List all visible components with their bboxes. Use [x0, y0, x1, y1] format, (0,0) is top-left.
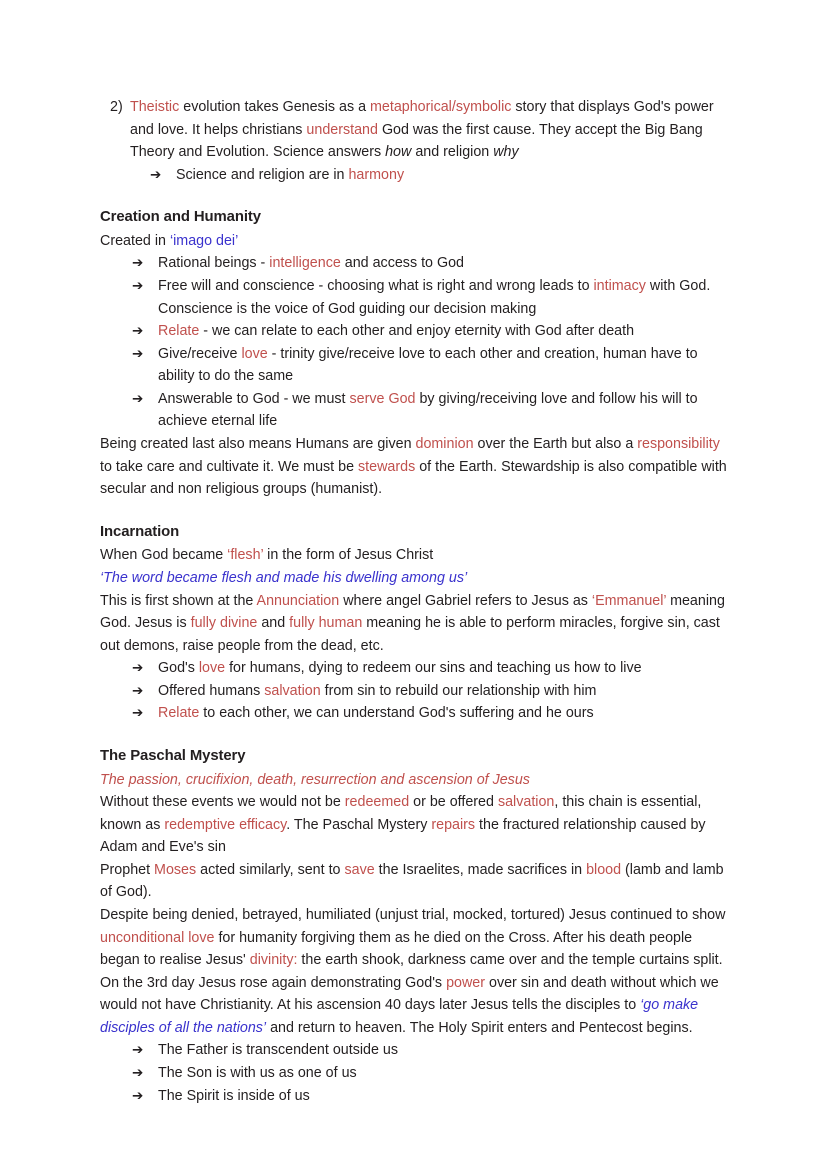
text-segment: serve God — [349, 390, 416, 407]
text-segment: with God. Conscience is the voice of God guiding our decision making — [158, 278, 711, 317]
text-segment: This is first shown at the — [100, 592, 257, 609]
text-segment: to each other, we can understand God's suffering and he ours — [199, 705, 594, 722]
arrow-right-icon: ➔ — [132, 1042, 144, 1058]
para-when-god-became-flesh — [100, 544, 728, 567]
bullet-relate-to-each-other — [100, 702, 728, 725]
text-segment: by giving/receiving love and follow his will to achieve eternal life — [158, 390, 698, 430]
arrow-right-icon: ➔ — [132, 390, 144, 406]
bullet-the-son — [100, 1062, 728, 1085]
text-segment: of the Earth. Stewardship is also compatible with secular and non religious groups (humanist). — [100, 458, 727, 498]
arrow-right-icon: ➔ — [132, 323, 144, 339]
bullet-relate — [100, 320, 728, 343]
text-segment: for humanity forgiving them as he died on the Cross. After his death people began to realise Jesus' — [100, 929, 693, 969]
text-segment: and religion — [411, 144, 494, 161]
spacer-before-incarnation-heading — [100, 501, 728, 521]
bullet-give-receive-love — [100, 343, 728, 388]
bullet-text — [158, 702, 728, 725]
text-segment: power — [446, 974, 486, 991]
text-segment: redeemed — [344, 794, 410, 811]
text-segment: stewards — [358, 458, 416, 475]
text-segment: harmony — [348, 166, 405, 183]
list-item-text — [130, 96, 728, 164]
text-segment: . The Paschal Mystery — [286, 816, 432, 833]
text-segment: Offered humans — [158, 682, 265, 699]
para-created-in-imago-dei — [100, 230, 728, 253]
bullet-text — [158, 320, 728, 343]
bullet-free-will-and-conscience — [100, 275, 728, 320]
text-segment: understand — [306, 121, 378, 138]
text-segment: fully divine — [190, 615, 258, 632]
arrow-right-icon: ➔ — [132, 255, 144, 271]
text-segment: over the Earth but also a — [473, 436, 638, 453]
text-segment: Created in — [100, 232, 170, 249]
text-segment: the earth shook, darkness came over and the temple curtains split. On the 3rd day Jesus rose again demonstrating God's — [100, 952, 723, 991]
numbered-item-2 — [100, 96, 728, 164]
bullet-gods-love — [100, 657, 728, 680]
text-segment: - trinity give/receive love to each other and creation, human have to ability to do the same — [158, 345, 698, 385]
text-segment: God was the first cause. They accept the Big Bang Theory and Evolution. Science answers — [130, 121, 703, 161]
text-segment: Without these events we would not be — [100, 794, 345, 811]
text-segment: responsibility — [637, 436, 720, 453]
text-segment: Creation and Humanity — [100, 209, 261, 226]
heading-the-paschal-mystery — [100, 745, 728, 769]
para-quote-word-became-flesh — [100, 567, 728, 590]
bullet-text — [158, 388, 728, 433]
text-segment: love — [198, 660, 226, 677]
text-segment: dominion — [415, 436, 474, 453]
bullet-the-spirit — [100, 1085, 728, 1108]
text-segment: how — [385, 144, 412, 161]
text-segment: God's — [158, 660, 199, 677]
text-segment: The Spirit is inside of us — [158, 1087, 310, 1104]
text-segment: meaning he is able to perform miracles, forgive sin, cast out demons, raise people from the dead, etc. — [100, 615, 720, 654]
text-segment: blood — [586, 861, 622, 878]
text-segment: unconditional love — [100, 929, 215, 946]
text-segment: The Paschal Mystery — [100, 747, 246, 764]
text-segment: The Son is with us as one of us — [158, 1065, 357, 1082]
text-segment: and — [257, 615, 290, 632]
bullet-answerable-to-god — [100, 388, 728, 433]
bullet-text — [158, 1062, 728, 1085]
text-segment: Theistic — [130, 99, 180, 115]
text-segment: metaphorical/symbolic — [370, 99, 512, 115]
para-prophet-moses — [100, 859, 728, 904]
arrow-right-icon: ➔ — [150, 166, 162, 182]
text-segment: love — [241, 345, 268, 362]
text-segment: salvation — [497, 794, 555, 811]
arrow-right-icon: ➔ — [132, 278, 144, 294]
spacer-before-paschal-heading — [100, 725, 728, 745]
text-segment: Answerable to God - we must — [158, 390, 350, 407]
text-segment: Incarnation — [100, 523, 180, 540]
text-segment: for humans, dying to redeem our sins and teaching us how to live — [225, 660, 642, 677]
text-segment: and return to heaven. The Holy Spirit enters and Pentecost begins. — [266, 1019, 693, 1036]
bullet-text — [158, 275, 728, 320]
text-segment: - we can relate to each other and enjoy eternity with God after death — [199, 323, 635, 340]
text-segment: Being created last also means Humans are given — [100, 436, 416, 453]
bullet-science-religion-harmony — [100, 164, 728, 187]
bullet-text — [158, 680, 728, 703]
para-despite-being-denied — [100, 904, 728, 1039]
bullet-offered-salvation — [100, 680, 728, 703]
text-segment: , this chain is essential, known as — [100, 794, 702, 833]
bullet-text — [158, 1085, 728, 1108]
text-segment: divinity: — [249, 952, 298, 969]
bullet-text — [158, 252, 728, 275]
text-segment: to take care and cultivate it. We must be — [100, 458, 359, 475]
document-body — [100, 96, 728, 1107]
text-segment: Free will and conscience - choosing what is right and wrong leads to — [158, 278, 594, 295]
bullet-text — [158, 343, 728, 388]
text-segment: Rational beings - — [158, 255, 270, 272]
arrow-right-icon: ➔ — [132, 682, 144, 698]
text-segment: why — [493, 144, 519, 161]
text-segment: acted similarly, sent to — [196, 861, 345, 878]
para-paschal-subtitle — [100, 769, 728, 792]
text-segment: salvation — [264, 682, 321, 699]
text-segment: The passion, crucifixion, death, resurrection and ascension of Jesus — [100, 771, 530, 788]
arrow-right-icon: ➔ — [132, 705, 144, 721]
text-segment: (lamb and lamb of God). — [100, 861, 724, 901]
text-segment: repairs — [431, 816, 476, 833]
arrow-right-icon: ➔ — [132, 1065, 144, 1081]
text-segment: intimacy — [593, 278, 646, 295]
arrow-right-icon: ➔ — [132, 345, 144, 361]
text-segment: from sin to rebuild our relationship with him — [320, 682, 597, 699]
text-segment: Annunciation — [256, 592, 340, 609]
text-segment: Science and religion are in — [176, 166, 349, 183]
text-segment: save — [344, 861, 375, 878]
text-segment: story that displays God's power and love. It helps christians — [130, 99, 714, 138]
text-segment: Prophet — [100, 861, 155, 878]
para-annunciation — [100, 590, 728, 658]
text-segment: redemptive efficacy — [164, 816, 287, 833]
bullet-text — [176, 164, 728, 187]
bullet-the-father — [100, 1039, 728, 1062]
text-segment: ‘imago dei’ — [169, 232, 239, 249]
heading-creation-and-humanity — [100, 206, 728, 230]
spacer-before-creation-heading — [100, 186, 728, 206]
bullet-rational-beings — [100, 252, 728, 275]
text-segment: Relate — [158, 323, 200, 340]
text-segment: Give/receive — [158, 345, 242, 362]
text-segment: ‘The word became flesh and made his dwelling among us’ — [100, 569, 468, 586]
text-segment: ‘go make disciples of all the nations’ — [100, 997, 699, 1036]
list-number: 2) — [110, 99, 123, 115]
text-segment: fully human — [289, 615, 363, 632]
text-segment: where angel Gabriel refers to Jesus as — [339, 592, 592, 609]
bullet-text — [158, 1039, 728, 1062]
arrow-right-icon: ➔ — [132, 1087, 144, 1103]
text-segment: Moses — [154, 861, 197, 878]
text-segment: or be offered — [409, 794, 498, 811]
text-segment: in the form of Jesus Christ — [263, 547, 434, 564]
text-segment: ‘Emmanuel’ — [591, 592, 667, 609]
arrow-right-icon: ➔ — [132, 660, 144, 676]
text-segment: The Father is transcendent outside us — [158, 1042, 399, 1059]
text-segment: and access to God — [340, 255, 464, 272]
text-segment: the Israelites, made sacrifices in — [374, 861, 587, 878]
text-segment: Despite being denied, betrayed, humiliated (unjust trial, mocked, tortured) Jesus continued to show — [100, 906, 726, 923]
text-segment: When God became — [100, 547, 228, 564]
text-segment: ‘flesh’ — [227, 547, 264, 564]
text-segment: the fractured relationship caused by Adam and Eve's sin — [100, 816, 706, 856]
para-dominion-and-stewardship — [100, 433, 728, 501]
text-segment: over sin and death without which we would not have Christianity. At his ascension 40 days later Jesus tells the disciples to — [100, 974, 719, 1014]
heading-incarnation — [100, 521, 728, 545]
text-segment: intelligence — [269, 255, 341, 272]
bullet-text — [158, 657, 728, 680]
text-segment: Relate — [158, 705, 200, 722]
para-redemptive-efficacy — [100, 791, 728, 859]
text-segment: evolution takes Genesis as a — [179, 99, 370, 115]
text-segment: meaning God. Jesus is — [100, 592, 725, 632]
